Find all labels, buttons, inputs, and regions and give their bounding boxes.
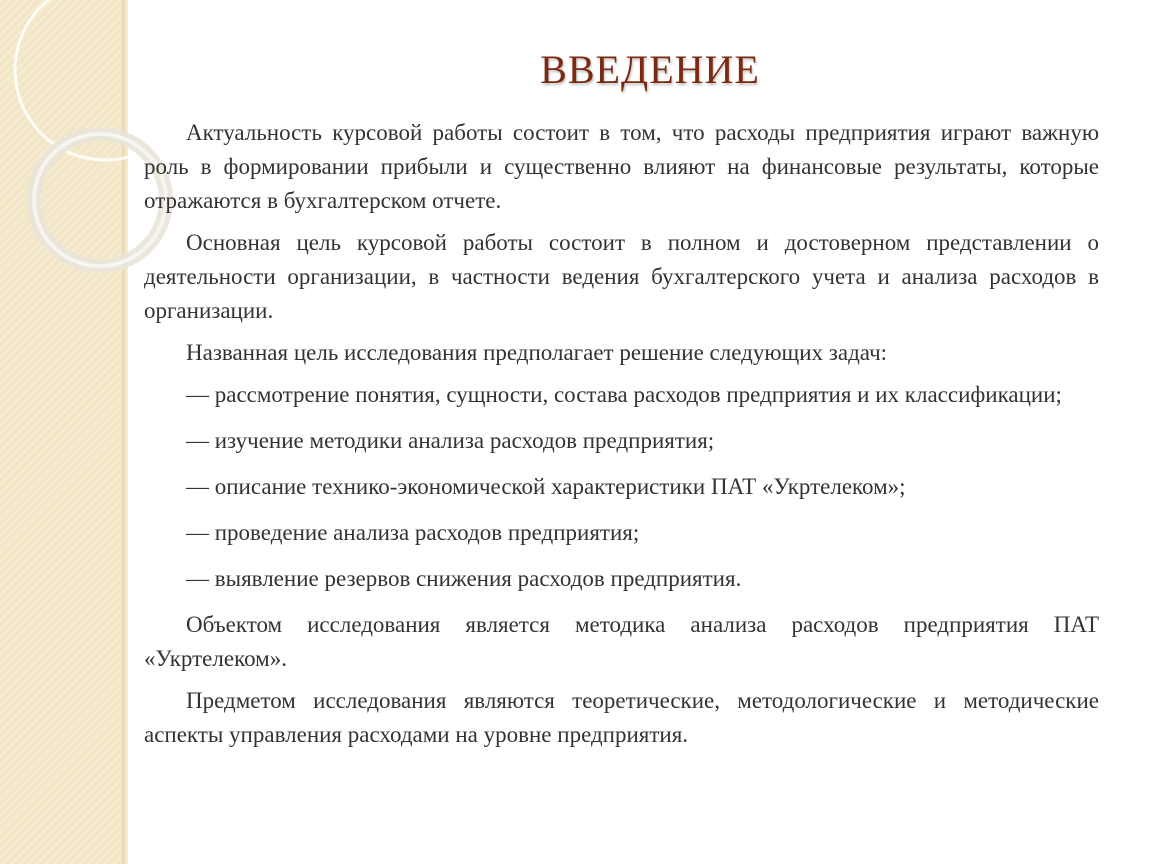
- task-item: — описание технико-экономической характеристики ПАТ «Укртелеком»;: [186, 474, 906, 499]
- task-item: — выявление резервов снижения расходов предприятия.: [186, 566, 742, 591]
- paragraph-tasks-intro: Названная цель исследования предполагает решение следующих задач:: [186, 340, 888, 365]
- task-item: — изучение методики анализа расходов предприятия;: [186, 428, 715, 453]
- slide-title: ВВЕДЕНИЕ: [540, 47, 760, 92]
- paragraph-object: Объектом исследования является методика анализа расходов предприятия ПАТ «Укртелеком».: [144, 612, 1099, 671]
- slide-body: [144, 116, 1099, 760]
- task-item: — проведение анализа расходов предприятия;: [186, 520, 640, 545]
- paragraph-goal: Основная цель курсовой работы состоит в полном и достоверном представлении о деятельности организации, в частности ведения бухгалтерского учета и анализа расходов в организации.: [144, 230, 1099, 323]
- task-item: — рассмотрение понятия, сущности, состава расходов предприятия и их классификации;: [186, 382, 1062, 407]
- paragraph-subject: Предметом исследования являются теоретические, методологические и методические аспекты управления расходами на уровне предприятия.: [144, 688, 1099, 747]
- paragraph-relevance: Актуальность курсовой работы состоит в том, что расходы предприятия играют важную роль в формировании прибыли и существенно влияют на финансовые результаты, которые отражаются в бухгалтерском отчете.: [144, 120, 1099, 213]
